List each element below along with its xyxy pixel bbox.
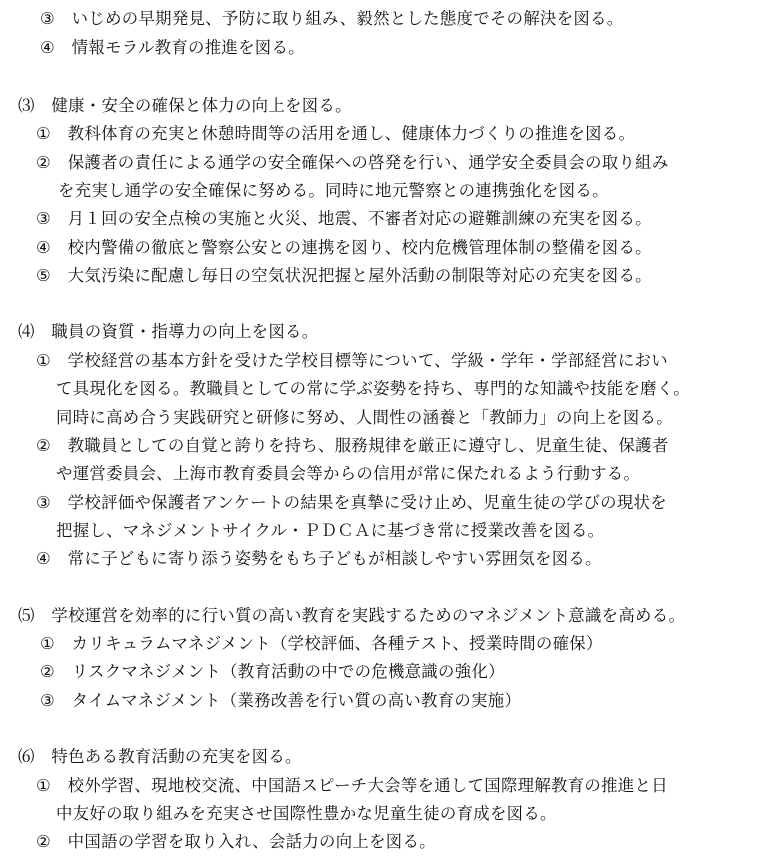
item-3-bullying: ③ いじめの早期発見、予防に取り組み、毅然とした態度でその解決を図る。 bbox=[40, 9, 624, 28]
section-6-heading: ⑹ 特色ある教育活動の充実を図る。 bbox=[18, 747, 302, 766]
item-4-info-moral: ④ 情報モラル教育の推進を図る。 bbox=[40, 38, 305, 57]
section-4-heading: ⑷ 職員の資質・指導力の向上を図る。 bbox=[18, 322, 319, 341]
section-4-item-1-cont-2: 同時に高め合う実践研究と研修に努め、人間性の涵養と「教師力」の向上を図る。 bbox=[56, 408, 673, 427]
section-3-item-2: ② 保護者の責任による通学の安全確保への啓発を行い、通学安全委員会の取り組み bbox=[36, 153, 669, 172]
section-3-item-3: ③ 月１回の安全点検の実施と火災、地震、不審者対応の避難訓練の充実を図る。 bbox=[36, 209, 652, 228]
section-5-item-1: ① カリキュラムマネジメント（学校評価、各種テスト、授業時間の確保） bbox=[40, 634, 603, 653]
section-4-item-3: ③ 学校評価や保護者アンケートの結果を真摯に受け止め、児童生徒の学びの現状を bbox=[36, 493, 667, 512]
section-3-heading: ⑶ 健康・安全の確保と体力の向上を図る。 bbox=[18, 96, 352, 115]
section-6-item-1: ① 校外学習、現地校交流、中国語スピーチ大会等を通して国際理解教育の推進と日 bbox=[36, 776, 668, 795]
section-3-item-2-cont: を充実し通学の安全確保に努める。同時に地元警察との連携強化を図る。 bbox=[58, 181, 609, 200]
section-3-item-1: ① 教科体育の充実と休憩時間等の活用を通し、健康体力づくりの推進を図る。 bbox=[36, 124, 636, 143]
section-4-item-2-cont: や運営委員会、上海市教育委員会等からの信用が常に保たれるよう行動する。 bbox=[56, 464, 641, 483]
section-4-item-3-cont: 把握し、マネジメントサイクル・ＰＤＣＡに基づき常に授業改善を図る。 bbox=[56, 521, 605, 540]
section-5-item-3: ③ タイムマネジメント（業務改善を行い質の高い教育の実施） bbox=[40, 691, 522, 710]
section-6-item-1-cont: 中友好の取り組みを充実させ国際性豊かな児童生徒の育成を図る。 bbox=[56, 804, 557, 823]
section-5-item-2: ② リスクマネジメント（教育活動の中での危機意識の強化） bbox=[40, 662, 505, 681]
section-4-item-2: ② 教職員としての自覚と誇りを持ち、服務規律を厳正に遵守し、児童生徒、保護者 bbox=[36, 436, 669, 455]
section-3-item-4: ④ 校内警備の徹底と警察公安との連携を図り、校内危機管理体制の整備を図る。 bbox=[36, 238, 652, 257]
section-6-item-2: ② 中国語の学習を取り入れ、会話力の向上を図る。 bbox=[36, 832, 436, 851]
section-4-item-1: ① 学校経営の基本方針を受けた学校目標等について、学級・学年・学部経営におい bbox=[36, 351, 668, 370]
section-3-item-5: ⑤ 大気汚染に配慮し毎日の空気状況把握と屋外活動の制限等対応の充実を図る。 bbox=[36, 266, 652, 285]
section-4-item-1-cont-1: て具現化を図る。教職員としての常に学ぶ姿勢を持ち、専門的な知識や技能を磨く。 bbox=[56, 379, 690, 398]
section-5-heading: ⑸ 学校運営を効率的に行い質の高い教育を実践するためのマネジメント意識を高める。 bbox=[18, 606, 686, 625]
section-4-item-4: ④ 常に子どもに寄り添う姿勢をもち子どもが相談しやすい雰囲気を図る。 bbox=[36, 549, 602, 568]
